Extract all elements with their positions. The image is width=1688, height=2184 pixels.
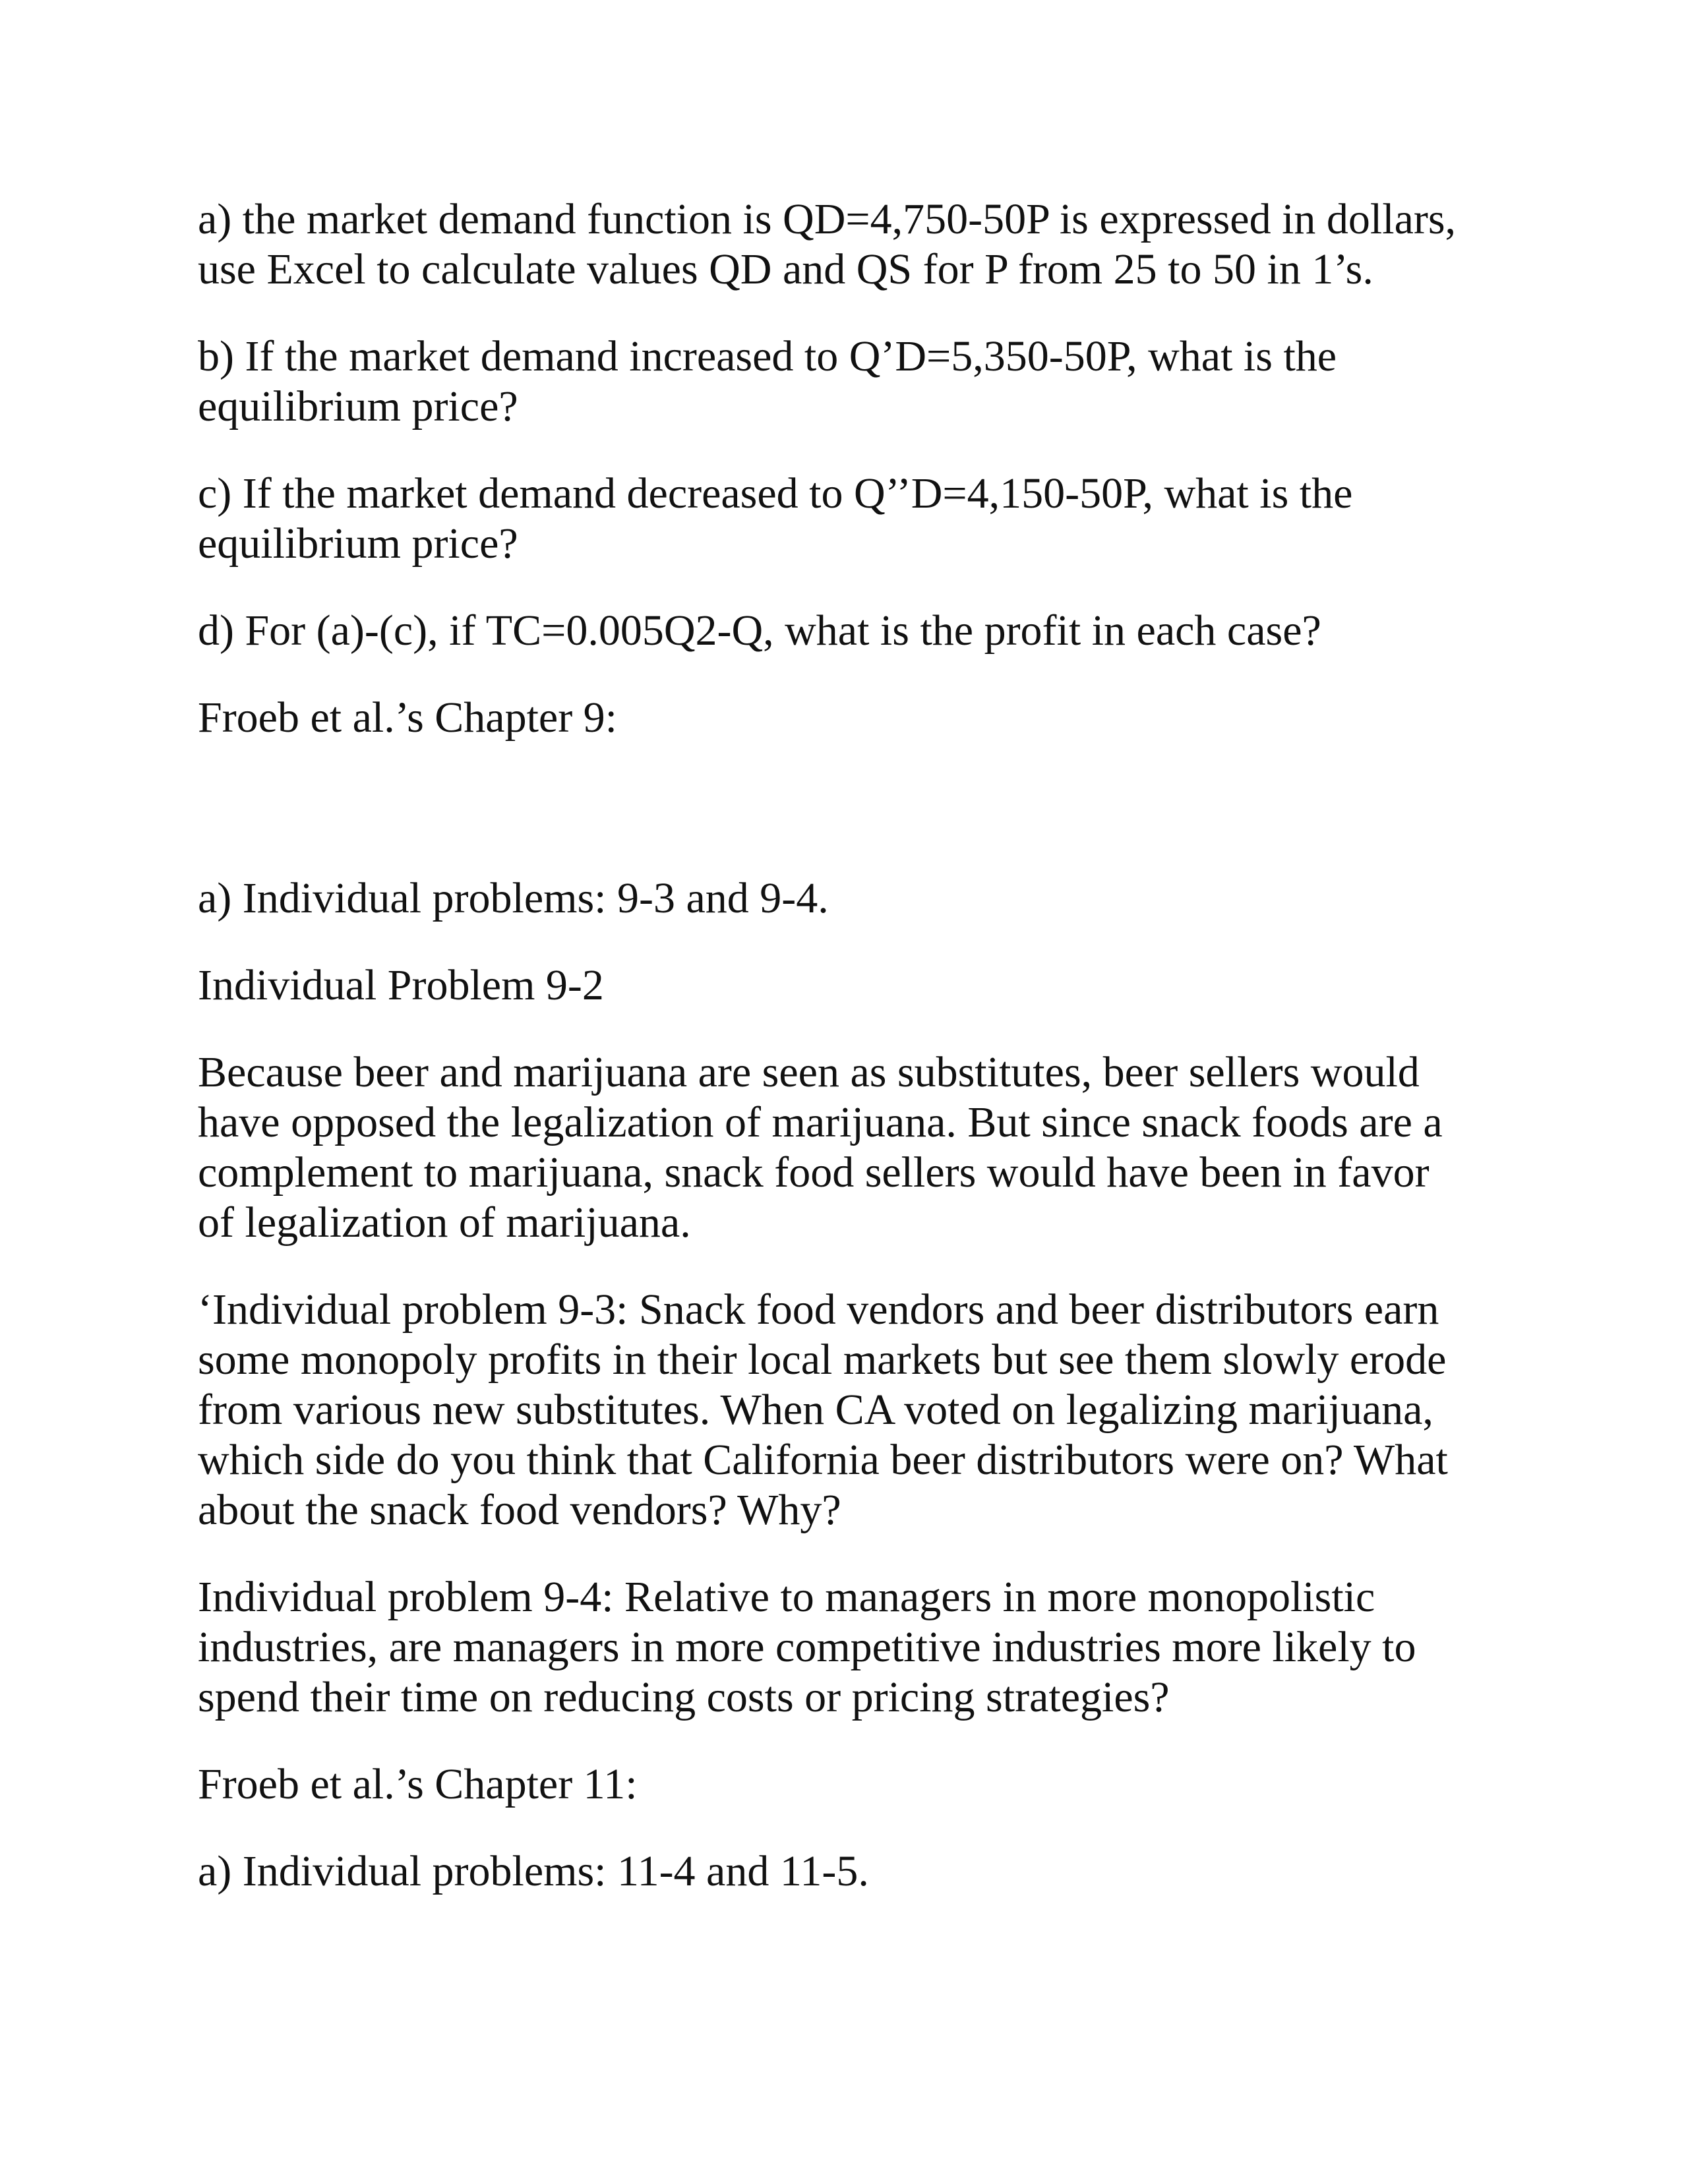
chapter-11-heading: Froeb et al.’s Chapter 11: [198, 1760, 638, 1808]
chapter-11-assignment: a) Individual problems: 11-4 and 11-5. [198, 1847, 869, 1895]
problem-9-4-text: Individual problem 9-4: Relative to managers in more monopolistic industries, are managers in more competitive industries more likely to spend their time on reducing costs or pricing strategies? [198, 1573, 1416, 1721]
document-body [198, 194, 1517, 1933]
question-b: b) If the market demand increased to Q’D=5,350-50P, what is the equilibrium price? [198, 332, 1337, 430]
problem-9-2-answer: Because beer and marijuana are seen as substitutes, beer sellers would have opposed the legalization of marijuana. But since snack foods are a complement to marijuana, snack food sellers would have been in favor of legalization of marijuana. [198, 1048, 1443, 1247]
chapter-9-assignment: a) Individual problems: 9-3 and 9-4. [198, 874, 829, 922]
question-c: c) If the market demand decreased to Q’’D=4,150-50P, what is the equilibrium price? [198, 469, 1353, 568]
problem-9-2-heading: Individual Problem 9-2 [198, 961, 604, 1009]
question-a: a) the market demand function is QD=4,750-50P is expressed in dollars, use Excel to calculate values QD and QS for P from 25 to 50 in 1’s. [198, 195, 1457, 293]
question-d: d) For (a)-(c), if TC=0.005Q2-Q, what is the profit in each case? [198, 606, 1321, 655]
blank-gap [198, 780, 1517, 873]
problem-9-3-text: ‘Individual problem 9-3: Snack food vendors and beer distributors earn some monopoly profits in their local markets but see them slowly erode from various new substitutes. When CA voted on legalizing marijuana, which side do you think that California beer distributors were on? What about the snack food vendors? Why? [198, 1285, 1448, 1534]
chapter-9-heading: Froeb et al.’s Chapter 9: [198, 694, 618, 742]
